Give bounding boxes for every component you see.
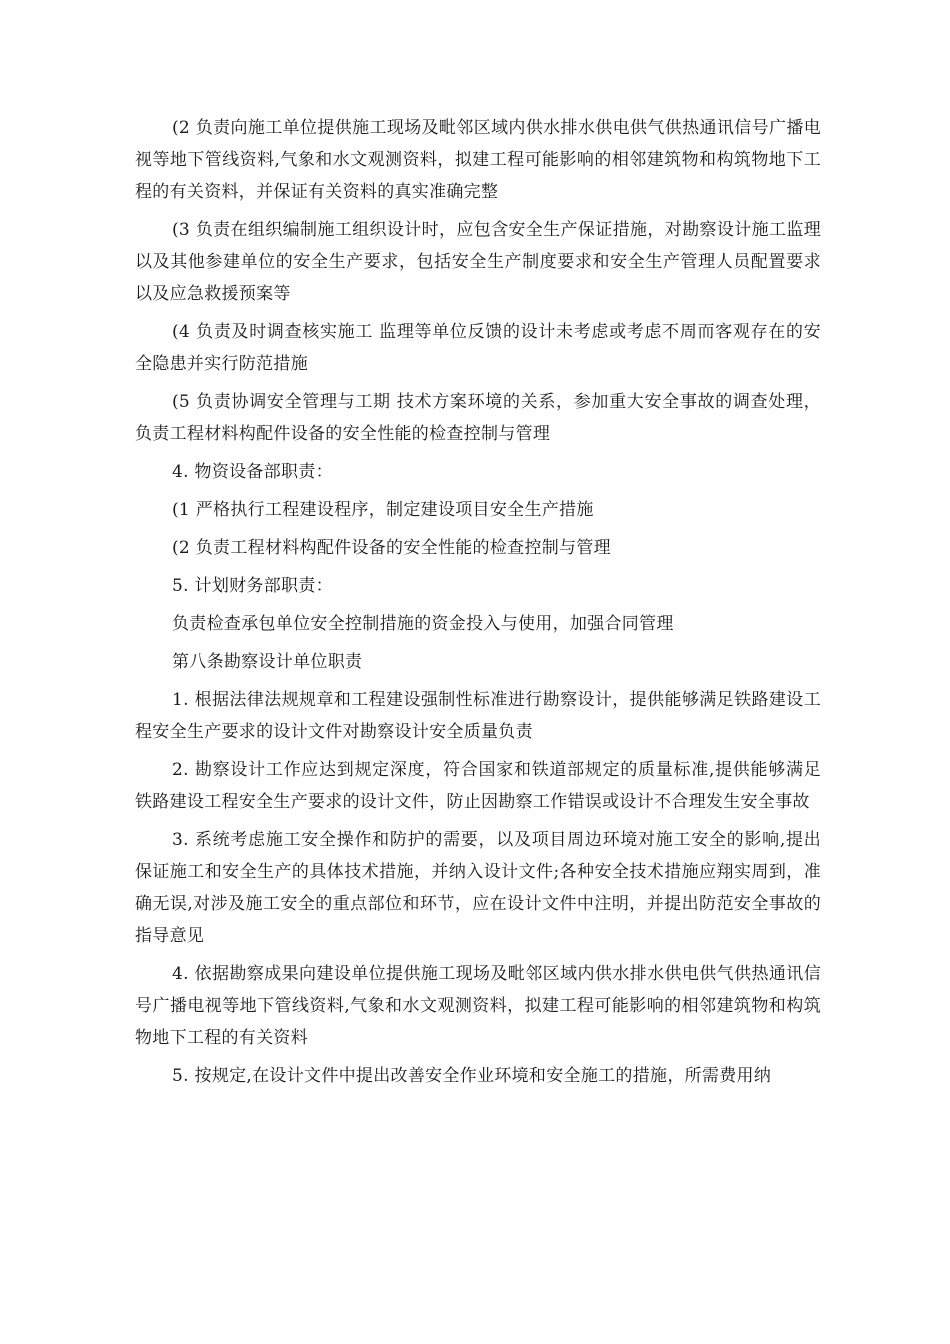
- paragraph-survey-2: 2. 勘察设计工作应达到规定深度，符合国家和铁道部规定的质量标准,提供能够满足铁路建设工程安全生产要求的设计文件，防止因勘察工作错误或设计不合理发生安全事故: [135, 760, 821, 812]
- paragraph-finance: 负责检查承包单位安全控制措施的资金投入与使用，加强合同管理: [172, 614, 674, 634]
- section-heading-finance-dept: 5. 计划财务部职责：: [172, 576, 333, 596]
- document-body: [135, 112, 821, 1098]
- paragraph-5-coordination: (5 负责协调安全管理与工期 技术方案环境的关系，参加重大安全事故的调查处理，负责工程材料构配件设备的安全性能的检查控制与管理: [135, 392, 821, 444]
- paragraph-survey-4: 4. 依据勘察成果向建设单位提供施工现场及毗邻区域内供水排水供电供气供热通讯信号广播电视等地下管线资料,气象和水文观测资料，拟建工程可能影响的相邻建筑物和构筑物地下工程的有关资料: [135, 964, 821, 1048]
- paragraph-materials-1: (1 严格执行工程建设程序，制定建设项目安全生产措施: [172, 500, 594, 520]
- paragraph-materials-2: (2 负责工程材料构配件设备的安全性能的检查控制与管理: [172, 538, 611, 558]
- paragraph-survey-5: 5. 按规定,在设计文件中提出改善安全作业环境和安全施工的措施，所需费用纳: [172, 1066, 772, 1086]
- article-heading-8: 第八条勘察设计单位职责: [172, 652, 363, 672]
- section-heading-materials-dept: 4. 物资设备部职责：: [172, 462, 333, 482]
- paragraph-4-hazard-investigation: (4 负责及时调查核实施工 监理等单位反馈的设计未考虑或考虑不周而客观存在的安全隐患并实行防范措施: [135, 322, 821, 374]
- paragraph-2-design-info: (2 负责向施工单位提供施工现场及毗邻区域内供水排水供电供气供热通讯信号广播电视等地下管线资料,气象和水文观测资料，拟建工程可能影响的相邻建筑物和构筑物地下工程的有关资料，并保证有关资料的真实准确完整: [135, 118, 821, 202]
- paragraph-3-construction-plan: (3 负责在组织编制施工组织设计时，应包含安全生产保证措施，对勘察设计施工监理以及其他参建单位的安全生产要求，包括安全生产制度要求和安全生产管理人员配置要求以及应急救援预案等: [135, 220, 821, 304]
- paragraph-survey-3: 3. 系统考虑施工安全操作和防护的需要，以及项目周边环境对施工安全的影响,提出保证施工和安全生产的具体技术措施，并纳入设计文件;各种安全技术措施应翔实周到，准确无误,对涉及施工安全的重点部位和环节，应在设计文件中注明，并提出防范安全事故的指导意见: [135, 830, 821, 946]
- paragraph-survey-1: 1. 根据法律法规规章和工程建设强制性标准进行勘察设计，提供能够满足铁路建设工程安全生产要求的设计文件对勘察设计安全质量负责: [135, 690, 821, 742]
